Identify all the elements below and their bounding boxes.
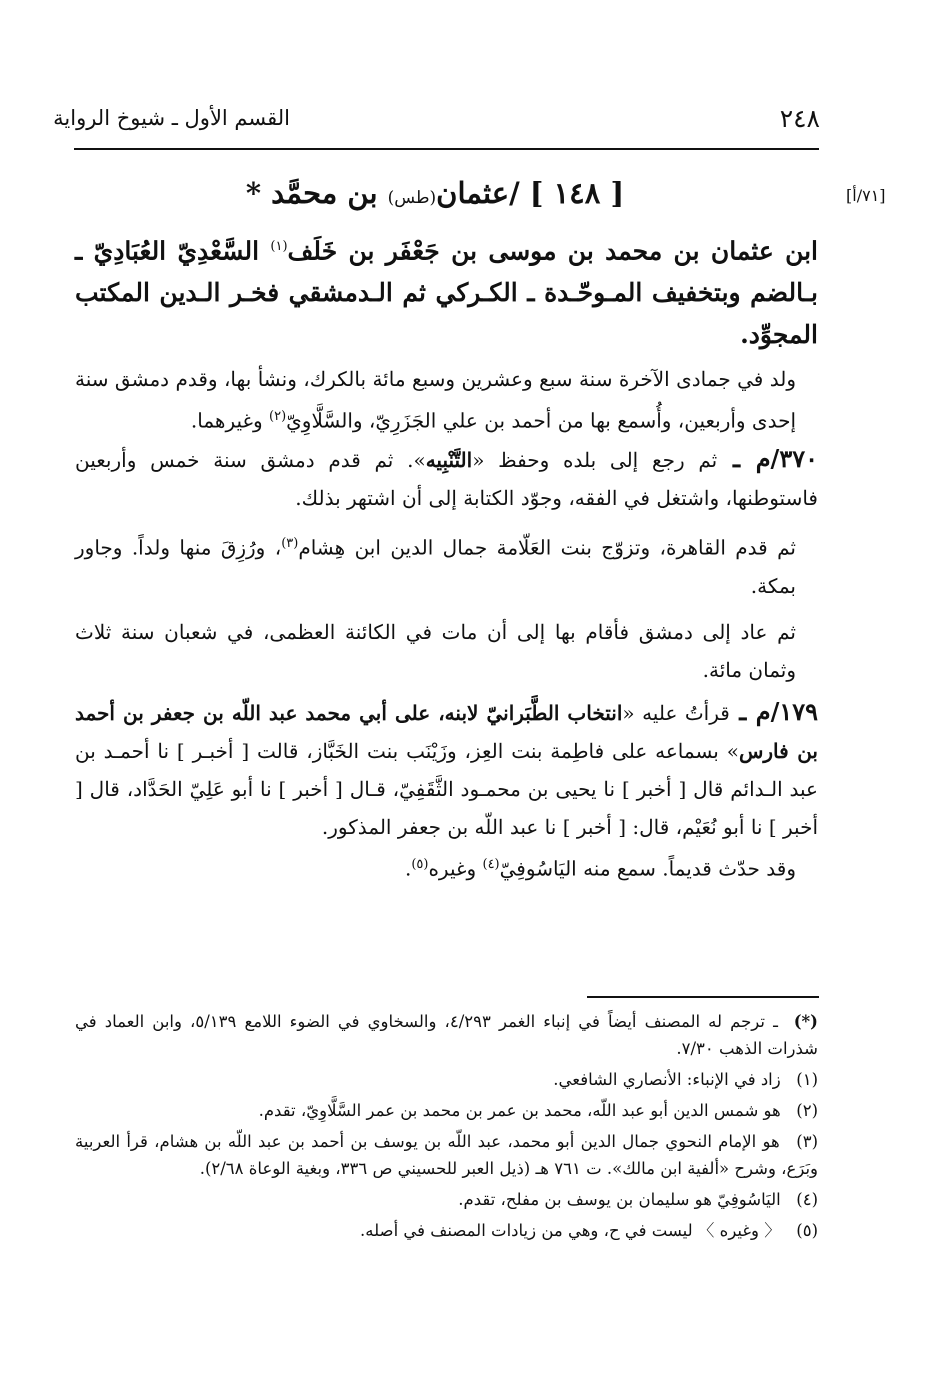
footnote-separator	[587, 996, 819, 998]
footnote-5	[75, 1217, 818, 1244]
reading-text: قرأتُ عليه «	[622, 700, 730, 725]
footnote-text: اليَاسُوفِيّ هو سليمان بن يوسف بن مفلح، تقدم.	[458, 1190, 781, 1209]
paragraph-narration	[75, 846, 818, 888]
narration-text-cont: وغيره	[428, 856, 483, 881]
footnote-text: 〈 وغيره 〉 ليست في ح، وهي من زيادات المصنف في أصله.	[360, 1221, 781, 1240]
footnotes	[75, 1008, 818, 1248]
paragraph-study	[75, 440, 818, 517]
margin-folio-reference: [٧١/أ]	[846, 186, 886, 205]
entry-body	[75, 226, 818, 887]
lineage-text-cont: السَّعْدِيّ العُبَادِيّ ـ بـالضم وبتخفيف المـوحّـدة ـ الكـركي ثم الـدمشقي فخـر الـدين المكتب المجوِّد.	[75, 236, 818, 350]
footnote-mark: (*)	[793, 1012, 818, 1031]
lineage-text: ابن عثمان بن محمد بن موسى بن جَعْفَر بن خَلَف	[287, 236, 818, 266]
entry-title-symbol: (طس)	[387, 188, 437, 208]
reference-number-370: ٣٧٠/م ـ	[717, 443, 818, 473]
narration-text-end: .	[404, 856, 412, 881]
footnote-ref-5: (٥)	[411, 856, 429, 872]
paragraph-birth	[75, 360, 818, 440]
footnote-mark: (٥)	[796, 1221, 818, 1240]
entry-title-rest: بن محمَّد *	[245, 176, 388, 210]
reading-text-cont: » بسماعه على فاطِمة بنت العِز، وزَيْنَب بنت الخَبَّاز، قالت [ أخبـر ] نا أحمـد بن عبد الـدائم قال [ أخبر ] نا يحيى بن محمـود الثَّقَفِيّ، قـال [ أخبر ] نا أبو عَلِيّ الحَدَّاد، قال [ أخبر ] نا أبو نُعَيْم، قال: [ أخبر ] نا عبد اللّه بن جعفر المذكور.	[75, 738, 818, 839]
book-title-intikhab: انتخاب الطَّبَرانيّ لابنه، على أبي محمد عبد اللّه بن جعفر بن أحمد بن فارس	[75, 700, 818, 763]
footnote-ref-2: (٢)	[269, 409, 287, 425]
reference-number-179: ١٧٩/م ـ	[729, 696, 819, 726]
footnote-mark: (٣)	[796, 1132, 818, 1151]
footnote-3	[75, 1128, 818, 1182]
paragraph-death: ثم عاد إلى دمشق فأقام بها إلى أن مات في الكائنة العظمى، في شعبان سنة ثلاث وثمان مائة.	[75, 619, 796, 682]
narration-text: وقد حدّث قديماً. سمع منه اليَاسُوفِيّ	[499, 856, 796, 881]
footnote-mark: (١)	[796, 1070, 818, 1089]
footnote-text: هو الإمام النحوي جمال الدين أبو محمد، عبد اللّه بن يوسف بن أحمد بن عبد اللّه بن هشام، قرأ العربية وبَرَع، وشرح «ألفية ابن مالك». ت ٧٦١ هـ (ذيل العبر للحسيني ص ٣٣٦، وبغية الوعاة ٢/٦٨).	[75, 1132, 818, 1178]
footnote-ref-3: (٣)	[281, 535, 299, 551]
entry-lineage	[75, 226, 818, 356]
entry-title	[200, 176, 670, 210]
header-rule	[74, 148, 819, 150]
running-header-title: القسم الأول ـ شيوخ الرواية	[53, 106, 290, 130]
footnote-4	[75, 1186, 818, 1213]
footnote-star	[75, 1008, 818, 1062]
birth-text: ولد في جمادى الآخرة سنة سبع وعشرين وسبع مائة بالكرك، ونشأ بها، وقدم دمشق سنة إحدى وأربعين، وأُسمع بها من أحمد بن علي الجَزَرِيّ، والسَّلَّاوِيّ	[75, 367, 796, 433]
footnote-ref-4: (٤)	[482, 856, 500, 872]
paragraph-reading	[75, 693, 818, 846]
study-text-cont: ». ثم قدم دمشق سنة خمس وأربعين فاستوطنها، واشتغل في الفقه، وجوّد الكتابة إلى أن اشتهر بذلك.	[75, 447, 818, 510]
footnote-1	[75, 1066, 818, 1093]
book-title-tanbih: التَّنْبِيه	[425, 447, 473, 472]
page-number: ٢٤٨	[779, 104, 820, 133]
footnote-mark: (٢)	[796, 1101, 818, 1120]
footnote-text: هو شمس الدين أبو عبد اللّه، محمد بن عمر بن محمد بن عمر السَّلَّاوِيّ، تقدم.	[258, 1101, 781, 1120]
footnote-text: زاد في الإنباء: الأنصاري الشافعي.	[553, 1070, 781, 1089]
birth-text-end: وغيرهما.	[190, 408, 270, 433]
cairo-text-end: ، ورُزِقَ منها ولداً. وجاور بمكة.	[75, 535, 796, 598]
entry-title-number-name: [ ١٤٨ ] /عثمان	[436, 176, 625, 210]
paragraph-cairo	[75, 525, 818, 605]
footnote-mark: (٤)	[796, 1190, 818, 1209]
study-text: ثم رجع إلى بلده وحفظ «	[472, 447, 718, 472]
footnote-2	[75, 1097, 818, 1124]
cairo-text: ثم قدم القاهرة، وتزوّج بنت العَلّامة جمال الدين ابن هِشام	[298, 535, 796, 560]
footnote-text: ـ ترجم له المصنف أيضاً في إنباء الغمر ٤/٢٩٣، والسخاوي في الضوء اللامع ٥/١٣٩، وابن العماد في شذرات الذهب ٧/٣٠.	[75, 1012, 818, 1058]
footnote-ref-1: (١)	[270, 239, 288, 254]
